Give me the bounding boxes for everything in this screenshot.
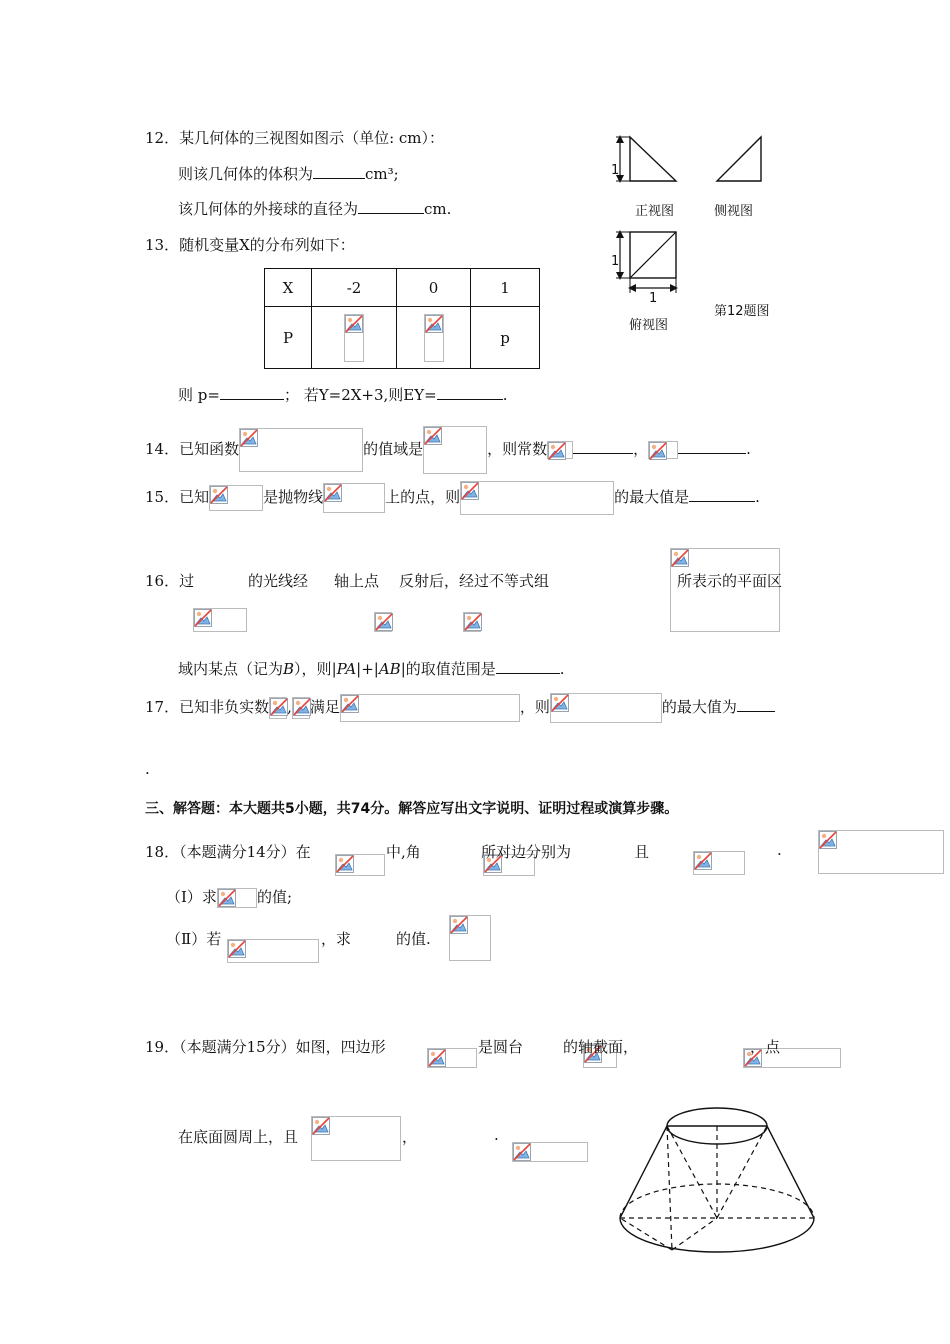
front-view-caption: 正视图 bbox=[635, 204, 675, 219]
broken-image-icon bbox=[547, 441, 573, 459]
q15-pre: 15．已知 bbox=[145, 488, 210, 506]
broken-image-icon bbox=[323, 483, 385, 513]
broken-image-icon bbox=[227, 939, 319, 963]
q12-diameter-blank bbox=[358, 197, 424, 214]
q17-comma: , bbox=[287, 698, 292, 716]
q14-line bbox=[145, 426, 751, 470]
distribution-table bbox=[264, 268, 540, 369]
broken-image-icon bbox=[292, 697, 310, 719]
broken-image-icon bbox=[239, 428, 363, 472]
q16-mid1: 的光线经 bbox=[248, 572, 309, 590]
broken-image-icon bbox=[550, 693, 662, 723]
q12-line1: 12．某几何体的三视图如图示（单位: cm）： bbox=[145, 129, 445, 147]
q17-end-pre: 的最大值为 bbox=[661, 698, 737, 716]
broken-image-icon bbox=[340, 694, 520, 722]
q19-mid1: 是圆台 bbox=[478, 1038, 524, 1056]
q16-mid3: 反射后，经过不等式组 bbox=[399, 572, 550, 590]
q14-blank-1 bbox=[573, 437, 633, 454]
broken-image-icon bbox=[424, 314, 444, 362]
q15-end: . bbox=[755, 488, 760, 506]
q16-point-b: B bbox=[283, 660, 295, 678]
broken-image-icon bbox=[427, 1048, 477, 1068]
q17-blank bbox=[737, 695, 775, 712]
q17-mid: 满足 bbox=[309, 698, 340, 716]
q13-ey-blank bbox=[437, 383, 503, 400]
q14-comma: ， bbox=[633, 440, 649, 458]
figure-title: 第12题图 bbox=[714, 304, 770, 319]
q12-volume-label: 则该几何体的体积为 bbox=[178, 165, 314, 183]
q16-line2-mid: ），则 bbox=[294, 660, 332, 678]
table-cell-image bbox=[397, 307, 471, 369]
table-cell: p bbox=[471, 307, 540, 369]
q16-line1 bbox=[145, 548, 783, 632]
broken-image-icon bbox=[217, 888, 257, 908]
q13-end: . bbox=[502, 386, 508, 404]
q16-mid2: 轴上点 bbox=[334, 572, 380, 590]
front-view-triangle bbox=[616, 135, 676, 183]
broken-image-icon bbox=[463, 612, 481, 632]
top-view-caption: 俯视图 bbox=[629, 318, 669, 333]
q14-mid: 的值域是 bbox=[363, 440, 424, 458]
table-header-cell: 1 bbox=[471, 269, 540, 307]
q17-mid2: ，则 bbox=[519, 698, 550, 716]
front-dim-label: 1 bbox=[611, 163, 620, 178]
q18-sub2-pre: （Ⅱ）若 bbox=[166, 930, 222, 948]
q16-mid4: 所表示的平面区 bbox=[677, 572, 783, 590]
q19-line2-comma: ， bbox=[402, 1128, 418, 1146]
broken-image-icon bbox=[460, 481, 614, 515]
table-header-cell: -2 bbox=[312, 269, 397, 307]
table-header-row bbox=[265, 269, 540, 307]
broken-image-icon bbox=[209, 485, 263, 511]
q18-sub1-pre: （Ⅰ）求 bbox=[166, 888, 217, 906]
q18-sub1 bbox=[166, 880, 292, 914]
q18-mid1: 中,角 bbox=[386, 843, 421, 861]
broken-image-icon bbox=[512, 1142, 588, 1162]
broken-image-icon bbox=[193, 608, 247, 632]
side-view-caption: 侧视图 bbox=[714, 204, 754, 219]
q19-pre: 19．（本题满分15分）如图，四边形 bbox=[145, 1038, 386, 1056]
q12-volume-blank bbox=[313, 162, 365, 179]
q19-line2 bbox=[178, 1116, 508, 1162]
top-dim-label-v: 1 bbox=[611, 254, 620, 269]
q15-line bbox=[145, 480, 760, 514]
q18-sub1-post: 的值; bbox=[256, 888, 292, 906]
q18-mid2: 所对边分别为 bbox=[481, 843, 572, 861]
q15-blank bbox=[689, 485, 755, 502]
q19-line1 bbox=[145, 1030, 825, 1070]
q16-end: . bbox=[559, 660, 565, 678]
q19-end: . bbox=[494, 1126, 499, 1144]
q13-line-after bbox=[178, 378, 508, 412]
q18-sub2-post: 的值. bbox=[396, 930, 431, 948]
section-3-heading: 三、解答题：本大题共5小题，共74分。解答应写出文字说明、证明过程或演算步骤。 bbox=[145, 801, 679, 817]
top-dim-label-h: 1 bbox=[649, 291, 658, 306]
broken-image-icon bbox=[449, 915, 491, 961]
q15-end-pre: 的最大值是 bbox=[614, 488, 690, 506]
q17-trailing-dot: . bbox=[145, 760, 150, 778]
q19-mid2: 的轴截面， bbox=[563, 1038, 639, 1056]
frustum-figure bbox=[612, 1100, 822, 1260]
broken-image-icon bbox=[344, 314, 364, 362]
q19-mid3: ，点 bbox=[750, 1038, 781, 1056]
q14-end: . bbox=[746, 440, 751, 458]
broken-image-icon bbox=[335, 854, 385, 876]
q14-blank-2 bbox=[678, 437, 746, 454]
q13-p-blank bbox=[220, 383, 284, 400]
table-row bbox=[265, 307, 540, 369]
q17-line bbox=[145, 690, 775, 724]
broken-image-icon bbox=[423, 426, 487, 474]
q19-line2-pre: 在底面圆周上，且 bbox=[178, 1128, 299, 1146]
q12-line2 bbox=[178, 157, 399, 191]
q15-mid2: 上的点，则 bbox=[385, 488, 461, 506]
broken-image-icon bbox=[311, 1116, 401, 1161]
broken-image-icon bbox=[693, 851, 745, 875]
three-view-figure bbox=[600, 125, 800, 340]
q18-sub2-mid: ，求 bbox=[321, 930, 352, 948]
q14-mid2: ，则常数 bbox=[487, 440, 548, 458]
q16-line2 bbox=[178, 652, 565, 686]
q18-end: . bbox=[777, 841, 782, 859]
table-header-cell: 0 bbox=[397, 269, 471, 307]
top-view-square bbox=[616, 230, 678, 293]
q18-mid3: 且 bbox=[634, 843, 650, 861]
q18-pre: 18．（本题满分14分）在 bbox=[145, 843, 311, 861]
table-header-cell: X bbox=[265, 269, 312, 307]
q13-ey-label: ； 若Y=2X+3,则EY= bbox=[283, 386, 437, 404]
q13-line1: 13．随机变量X的分布列如下： bbox=[145, 236, 355, 254]
q13-p-label: 则 p= bbox=[178, 386, 220, 404]
table-cell-image bbox=[312, 307, 397, 369]
q12-diameter-label: 该几何体的外接球的直径为 bbox=[178, 200, 359, 218]
q18-sub2 bbox=[166, 914, 466, 962]
q16-pre: 16．过 bbox=[145, 572, 195, 590]
q16-line2-pre: 域内某点（记为 bbox=[178, 660, 284, 678]
q12-line3 bbox=[178, 192, 451, 226]
side-view-triangle bbox=[717, 137, 761, 181]
q16-blank bbox=[496, 657, 560, 674]
broken-image-icon bbox=[648, 441, 678, 459]
q14-pre: 14．已知函数 bbox=[145, 440, 240, 458]
q12-volume-unit: cm³; bbox=[365, 165, 399, 183]
broken-image-icon bbox=[374, 612, 392, 632]
q17-pre: 17．已知非负实数 bbox=[145, 698, 270, 716]
broken-image-icon bbox=[269, 697, 287, 719]
q16-expression: |PA|+|AB| bbox=[331, 660, 406, 678]
table-row-label: P bbox=[265, 307, 312, 369]
q18-line1 bbox=[145, 829, 795, 875]
q15-mid: 是抛物线 bbox=[263, 488, 324, 506]
q16-line2-post: 的取值范围是 bbox=[405, 660, 496, 678]
broken-image-icon bbox=[818, 830, 944, 874]
q12-diameter-unit: cm. bbox=[424, 200, 452, 218]
